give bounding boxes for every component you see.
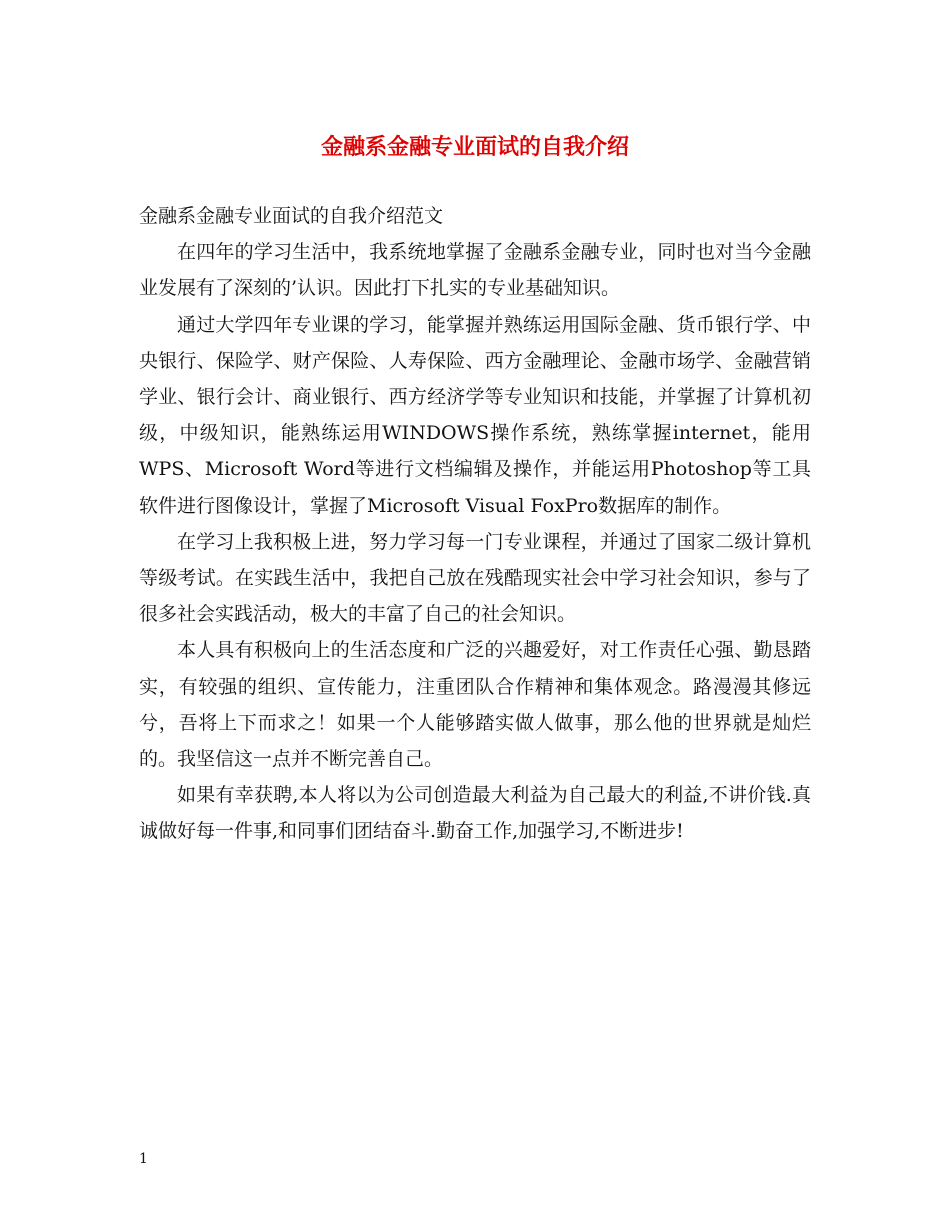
- paragraph-1: 在四年的学习生活中，我系统地掌握了金融系金融专业，同时也对当今金融业发展有了深刻的’认识。因此打下扎实的专业基础知识。: [139, 241, 811, 300]
- paragraph-4: 本人具有积极向上的生活态度和广泛的兴趣爱好，对工作责任心强、勤恳踏实，有较强的组织、宣传能力，注重团队合作精神和集体观念。路漫漫其修远兮，吾将上下而求之！如果一个人能够踏实做人做事，那么他的世界就是灿烂的。我坚信这一点并不断完善自己。: [139, 639, 811, 771]
- document-title: 金融系金融专业面试的自我介绍: [320, 135, 629, 160]
- document-body: [139, 198, 811, 850]
- paragraph-2: 通过大学四年专业课的学习，能掌握并熟练运用国际金融、货币银行学、中央银行、保险学、财产保险、人寿保险、西方金融理论、金融市场学、金融营销学业、银行会计、商业银行、西方经济学等专业知识和技能，并掌握了计算机初级，中级知识，能熟练运用WINDOWS操作系统，熟练掌握internet，能用WPS、Microsoft Word等进行文档编辑及操作，并能运用Photoshop等工具软件进行图像设计，掌握了Microsoft Visual FoxPro数据库的制作。: [139, 313, 811, 517]
- paragraph-5: 如果有幸获聘,本人将以为公司创造最大利益为自己最大的利益,不讲价钱.真诚做好每一件事,和同事们团结奋斗.勤奋工作,加强学习,不断进步!: [139, 784, 811, 843]
- page-number: 1: [139, 1151, 148, 1167]
- paragraph-3: 在学习上我积极上进，努力学习每一门专业课程，并通过了国家二级计算机等级考试。在实践生活中，我把自己放在残酷现实社会中学习社会知识，参与了很多社会实践活动，极大的丰富了自己的社会知识。: [139, 530, 811, 626]
- document-subtitle: 金融系金融专业面试的自我介绍范文: [139, 205, 444, 227]
